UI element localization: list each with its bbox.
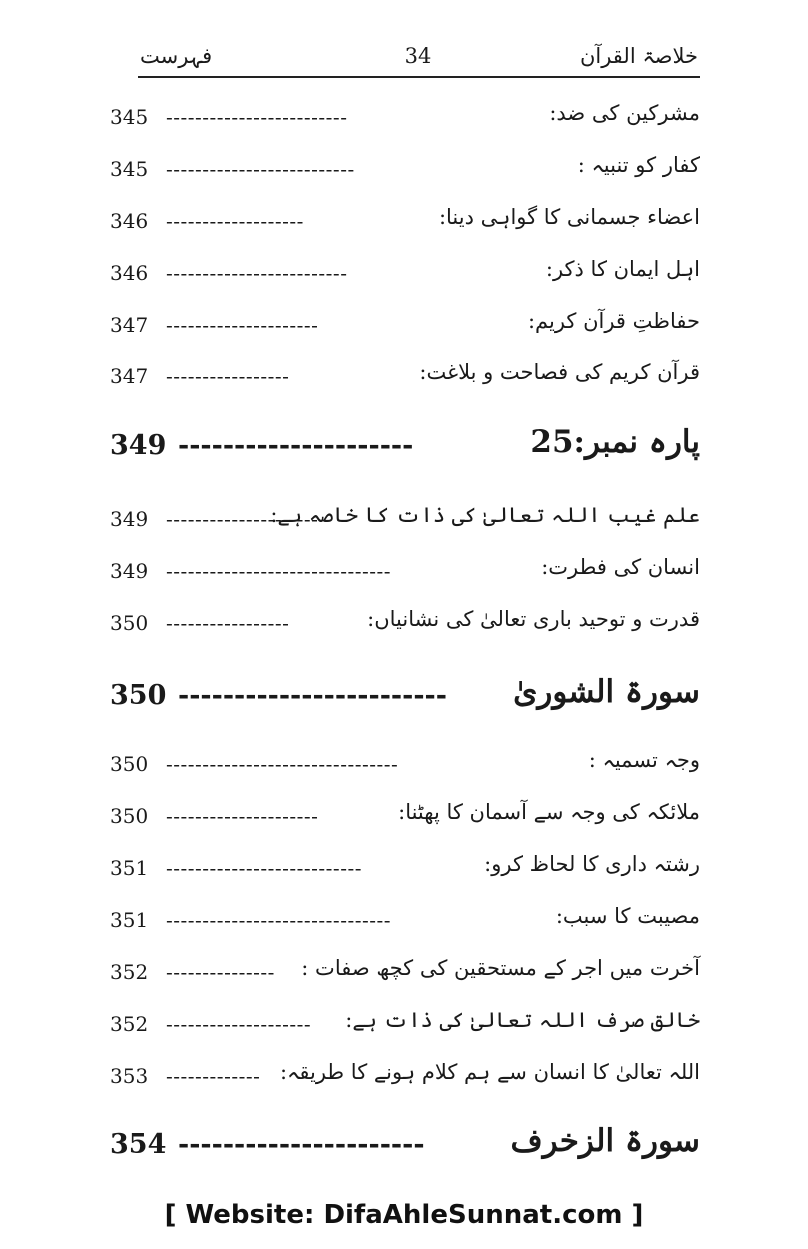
- toc-section-heading[interactable]: [110, 1119, 700, 1175]
- toc-label: قرآن کریم کی فصاحت و بلاغت:: [419, 360, 700, 384]
- toc-label: اہل ایمان کا ذکر:: [545, 257, 700, 281]
- toc-label: حفاظتِ قرآن کریم:: [527, 309, 700, 333]
- toc-label: علم غیب اللہ تعالیٰ کی ذات کا خاصہ ہے:: [270, 503, 700, 527]
- toc-page: 352: [110, 1012, 149, 1036]
- toc-label: وجہ تسمیہ :: [588, 748, 700, 772]
- toc-page: 346: [110, 261, 149, 285]
- toc-page: 345: [110, 157, 149, 181]
- toc-label: آخرت میں اجر کے مستحقین کی کچھ صفات :: [301, 956, 700, 980]
- toc-page: 350: [110, 804, 149, 828]
- toc-entry[interactable]: [110, 1056, 700, 1096]
- toc-section-label: سورۃ الزخرف: [510, 1123, 700, 1159]
- toc-entry[interactable]: [110, 356, 700, 396]
- toc-label: انسان کی فطرت:: [541, 555, 700, 579]
- leader-dashes: -------------: [166, 1064, 261, 1088]
- toc-page: 351: [110, 856, 149, 880]
- toc-label: مشرکین کی ضد:: [549, 101, 700, 125]
- toc-entry[interactable]: [110, 253, 700, 293]
- toc-label: کفار کو تنبیہ :: [577, 153, 700, 177]
- toc-section-label: پارہ نمبر:25: [530, 424, 700, 460]
- toc-page: 350: [110, 752, 149, 776]
- toc-page: 347: [110, 364, 149, 388]
- toc-entry[interactable]: [110, 900, 700, 940]
- toc-entry[interactable]: [110, 499, 700, 539]
- toc-entry[interactable]: [110, 305, 700, 345]
- toc-page: 351: [110, 908, 149, 932]
- toc-entry[interactable]: [110, 149, 700, 189]
- leader-dashes: --------------------------: [166, 157, 355, 181]
- toc-label: قدرت و توحید باری تعالیٰ کی نشانیاں:: [367, 607, 700, 631]
- leader-dashes: ---------------------: [178, 430, 414, 461]
- toc-page: 349: [110, 559, 149, 583]
- toc-section-heading[interactable]: [110, 670, 700, 726]
- toc-page: 352: [110, 960, 149, 984]
- leader-dashes: ----------------------: [178, 1129, 425, 1160]
- toc-entry[interactable]: [110, 201, 700, 241]
- leader-dashes: ---------------------: [166, 804, 319, 828]
- toc-entry[interactable]: [110, 551, 700, 591]
- leader-dashes: -------------------------: [166, 261, 348, 285]
- toc-label: خالق صرف اللہ تعالیٰ کی ذات ہے:: [345, 1008, 700, 1032]
- toc-label: ملائکہ کی وجہ سے آسمان کا پھٹنا:: [398, 800, 700, 824]
- leader-dashes: ------------------------: [178, 680, 447, 711]
- toc-page: 345: [110, 105, 149, 129]
- toc-page: 353: [110, 1064, 149, 1088]
- toc-entry[interactable]: [110, 848, 700, 888]
- header-section-title: فہرست: [140, 44, 213, 68]
- toc-entry[interactable]: [110, 952, 700, 992]
- toc-entry[interactable]: [110, 796, 700, 836]
- leader-dashes: --------------------: [166, 1012, 312, 1036]
- toc-section-page: 350: [110, 680, 167, 711]
- header-page-number: 34: [404, 44, 432, 68]
- leader-dashes: -------------------------------: [166, 559, 391, 583]
- toc-page: 347: [110, 313, 149, 337]
- leader-dashes: -------------------------: [166, 105, 348, 129]
- toc-entry[interactable]: [110, 744, 700, 784]
- toc-label: اللہ تعالیٰ کا انسان سے ہم کلام ہونے کا طریقہ:: [279, 1060, 700, 1084]
- toc-page: 349: [110, 507, 149, 531]
- leader-dashes: -------------------: [166, 209, 304, 233]
- toc-entry[interactable]: [110, 603, 700, 643]
- leader-dashes: --------------------------------: [166, 752, 399, 776]
- leader-dashes: ---------------------------: [166, 856, 362, 880]
- website-footer: [ Website: DifaAhleSunnat.com ]: [164, 1200, 644, 1230]
- header-rule: [138, 76, 700, 78]
- leader-dashes: -----------------: [166, 611, 290, 635]
- page-header: [138, 38, 700, 78]
- toc-label: رشتہ داری کا لحاظ کرو:: [484, 852, 700, 876]
- leader-dashes: ---------------: [166, 960, 275, 984]
- leader-dashes: -----------------: [166, 364, 290, 388]
- toc-entry[interactable]: [110, 97, 700, 137]
- toc-page: 350: [110, 611, 149, 635]
- leader-dashes: ---------------------: [166, 313, 319, 337]
- leader-dashes: ---------------------: [166, 507, 319, 531]
- toc-entry[interactable]: [110, 1004, 700, 1044]
- toc-page: 346: [110, 209, 149, 233]
- toc-section-page: 354: [110, 1129, 167, 1160]
- toc-section-label: سورۃ الشوریٰ: [513, 674, 700, 710]
- toc-label: مصیبت کا سبب:: [555, 904, 700, 928]
- leader-dashes: -------------------------------: [166, 908, 391, 932]
- toc-section-heading[interactable]: [110, 420, 700, 476]
- toc-label: اعضاء جسمانی کا گواہی دینا:: [438, 205, 700, 229]
- header-book-title: خلاصۃ القرآن: [579, 44, 698, 68]
- toc-section-page: 349: [110, 430, 167, 461]
